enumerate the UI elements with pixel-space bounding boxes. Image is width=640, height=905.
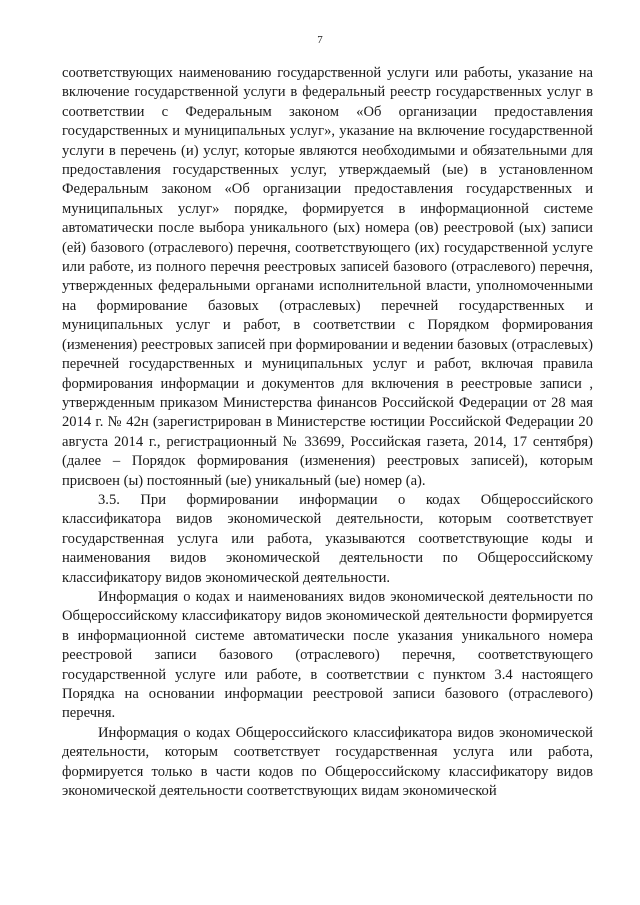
page-number: 7 (317, 34, 323, 46)
paragraph-okved-codes-info: Информация о кодах и наименованиях видов экономической деятельности по Общероссийскому классификатору видов экономической деятельности формируется в информационной системе автоматически после указания уникального номера реестровой записи базового (отраслевого) перечня, соответствующего государственной услуге или работе, в соответствии с пунктом 3.4 настоящего Порядка на основании информации реестровой записи базового (отраслевого) перечня. (62, 588, 593, 722)
paragraph-clause-3-5: 3.5. При формировании информации о кодах Общероссийского классификатора видов экономической деятельности, которым соответствует государственная услуга или работа, указываются соответствующие коды и наименования видов экономической деятельности по Общероссийскому классификатору видов экономической деятельности. (62, 491, 593, 586)
paragraph-okved-codes-scope: Информация о кодах Общероссийского классификатора видов экономической деятельности, которым соответствует государственная услуга или работа, формируется только в части кодов по Общероссийскому классификатору видов экономической деятельности соответствующих видам экономической (62, 724, 593, 800)
paragraph-continuation: соответствующих наименованию государственной услуги или работы, указание на включение государственной услуги в федеральный реестр государственных услуг в соответствии с Федеральным законом «Об организации предоставления государственных и муниципальных услуг», указание на включение государственной услуги в перечень (и) услуг, которые являются необходимыми и обязательными для предоставления государственных услуг, утверждаемый (ые) в установленном Федеральным законом «Об организации предоставления государственных и муниципальных услуг» порядке, формируется в информационной системе автоматически после выбора уникального (ых) номера (ов) реестровой (ых) записи (ей) базового (отраслевого) перечня, соответствующего (их) государственной услуге или работе, из полного перечня реестровых записей базового (отраслевого) перечня, утвержденных федеральными органами исполнительной власти, уполномоченными на формирование базовых (отраслевых) перечней государственных и муниципальных услуг и работ, в соответствии с Порядком формирования (изменения) реестровых записей при формировании и ведении базовых (отраслевых) перечней государственных и муниципальных услуг и работ, включая правила формирования информации и документов для включения в реестровые записи , утвержденным приказом Министерства финансов Российской Федерации от 28 мая 2014 г. № 42н (зарегистрирован в Министерстве юстиции Российской Федерации 20 августа 2014 г., регистрационный № 33699, Российская газета, 2014, 17 сентября) (далее – Порядок формирования (изменения) реестровых записей), которым присвоен (ы) постоянный (ые) уникальный (ые) номер (а). (62, 65, 593, 489)
document-body (62, 64, 593, 801)
